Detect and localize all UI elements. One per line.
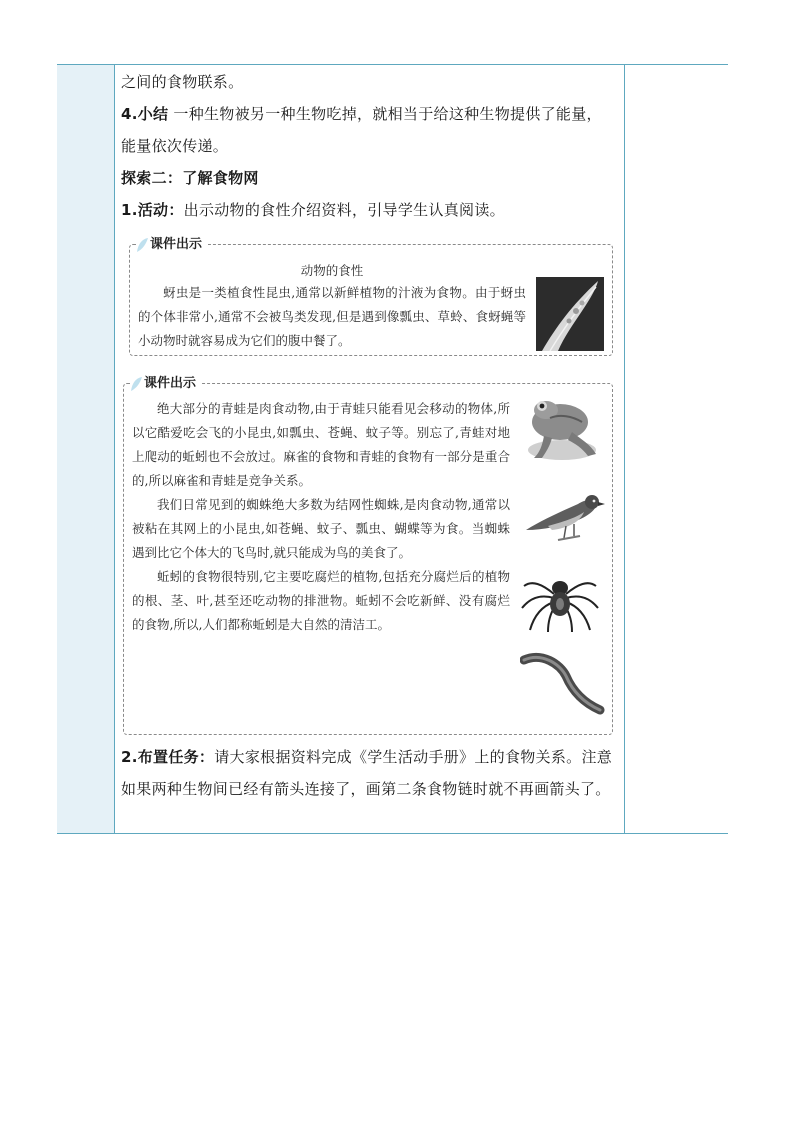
sparrow-photo xyxy=(518,486,606,544)
task-block xyxy=(121,741,617,805)
activity-line xyxy=(121,194,617,226)
courseware-tag-label: 课件出示 xyxy=(144,376,197,391)
spider-paragraph: 我们日常见到的蜘蛛绝大多数为结网性蜘蛛,是肉食动物,通常以被粘在其网上的小昆虫,如苍蝇、蚊子、瓢虫、蝴蝶等为食。当蜘蛛遇到比它个体大的飞鸟时,就只能成为鸟的美食了。 xyxy=(132,497,510,560)
table-column-divider xyxy=(114,65,115,833)
earthworm-paragraph: 蚯蚓的食物很特别,它主要吃腐烂的植物,包括充分腐烂后的植物的根、茎、叶,甚至还吃动物的排泄物。蚯蚓不会吃新鲜、没有腐烂的食物,所以,人们都称蚯蚓是大自然的清洁工。 xyxy=(132,569,510,632)
frog-photo xyxy=(520,388,604,468)
text-line: 能量依次传递。 xyxy=(121,137,229,155)
section-heading: 探索二：了解食物网 xyxy=(121,169,259,187)
aphid-paragraph: 蚜虫是一类植食性昆虫,通常以新鲜植物的汁液为食物。由于蚜虫的个体非常小,通常不会被鸟类发现,但是遇到像瓢虫、草蛉、食蚜蝇等小动物时就容易成为它们的腹中餐了。 xyxy=(138,285,526,348)
spider-photo xyxy=(518,564,602,634)
material-title: 动物的食性 xyxy=(300,263,364,278)
aphid-plant-photo xyxy=(536,277,604,351)
task-label: 2.布置任务： xyxy=(121,748,215,766)
summary-text: 一种生物被另一种生物吃掉，就相当于给这种生物提供了能量， xyxy=(168,105,602,123)
lesson-content xyxy=(121,66,617,226)
table-column-divider xyxy=(624,65,625,833)
task-paragraph xyxy=(121,741,617,805)
table-top-border xyxy=(57,64,728,65)
courseware-tag xyxy=(136,235,208,255)
task-text: 请大家根据资料完成《学生活动手册》上的食物关系。注意如果两种生物间已经有箭头连接了，画第二条食物链时就不再画箭头了。 xyxy=(121,748,613,798)
activity-text: 出示动物的食性介绍资料，引导学生认真阅读。 xyxy=(183,201,505,219)
summary-line xyxy=(121,98,617,130)
summary-label: 4.小结 xyxy=(121,105,169,123)
courseware-box-animals xyxy=(123,376,613,735)
earthworm-photo xyxy=(520,650,606,716)
courseware-tag-label: 课件出示 xyxy=(150,237,203,252)
leaf-icon xyxy=(130,376,143,392)
table-bottom-border xyxy=(57,833,728,834)
table-left-column xyxy=(57,65,114,833)
leaf-icon xyxy=(136,237,149,253)
frog-paragraph: 绝大部分的青蛙是肉食动物,由于青蛙只能看见会移动的物体,所以它酷爱吃会飞的小昆虫,如瓢虫、苍蝇、蚊子等。别忘了,青蛙对地上爬动的蚯蚓也不会放过。麻雀的食物和青蛙的食物有一部分是重合的,所以麻雀和青蛙是竞争关系。 xyxy=(132,401,510,488)
text-line: 之间的食物联系。 xyxy=(121,73,244,91)
activity-label: 1.活动： xyxy=(121,201,184,219)
courseware-tag xyxy=(130,374,202,394)
courseware-box-aphid xyxy=(129,237,613,356)
